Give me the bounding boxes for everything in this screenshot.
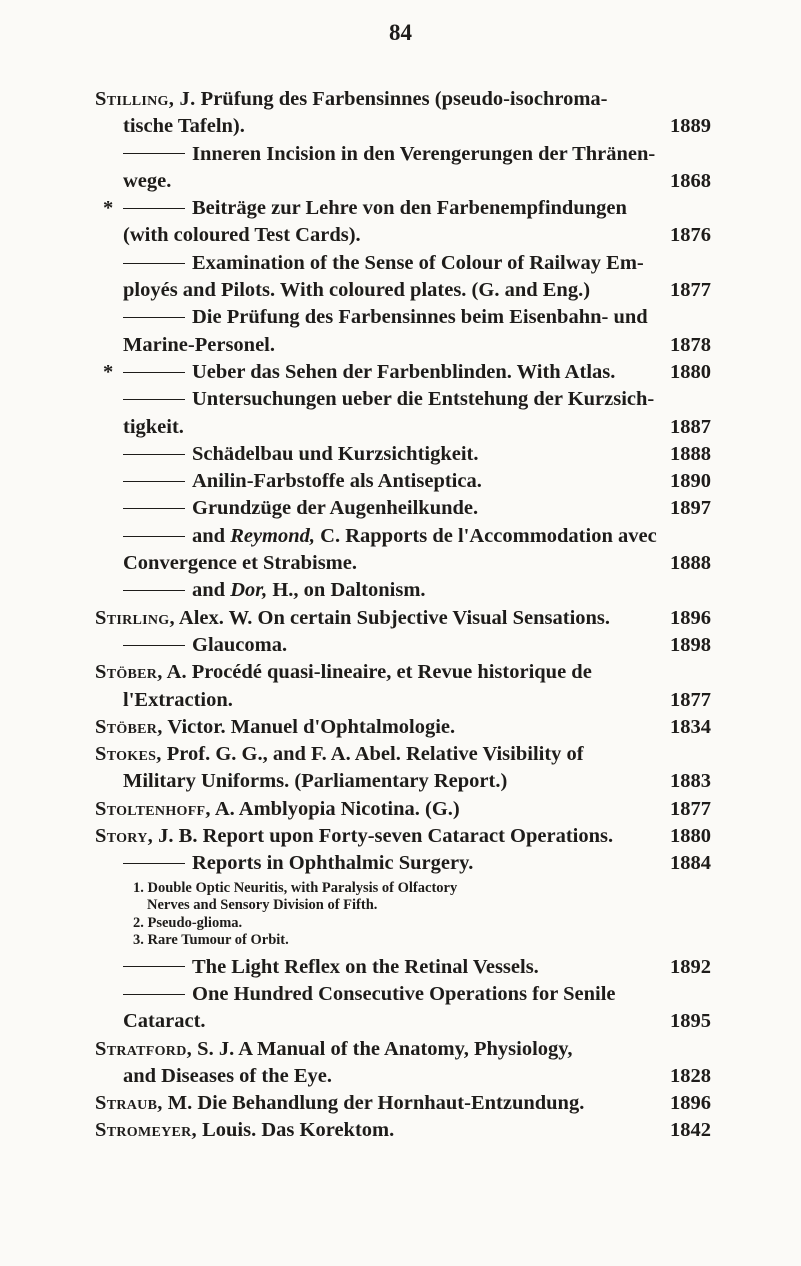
title-prefix: and: [192, 524, 231, 547]
author-initials: Alex. W.: [174, 606, 253, 629]
entry-first-line: [95, 714, 711, 741]
title-text: Beiträge zur Lehre von den Farbenempfindungen: [192, 197, 627, 220]
title-text: Die Behandlung der Hornhaut-Entzundung.: [197, 1092, 585, 1115]
publication-year: 1888: [670, 442, 711, 465]
publication-year: 1878: [670, 333, 711, 356]
coauthor-name: Dor,: [230, 579, 268, 602]
title-text: Schädelbau und Kurzsichtigkeit.: [192, 442, 479, 465]
bibliography-entry: [95, 441, 711, 468]
title-continuation: wege. 1868: [95, 168, 711, 195]
publication-year: 1896: [670, 606, 711, 629]
ditto-dash: [123, 263, 185, 264]
bibliography-entry: [95, 796, 711, 823]
title-continuation: Military Uniforms. (Parliamentary Report.) 1883: [95, 768, 711, 795]
title-text: Inneren Incision in den Verengerungen der Thränen-: [192, 142, 656, 165]
ditto-dash: [123, 508, 185, 509]
author-name: Stöber,: [95, 715, 163, 738]
title-text: Prüfung des Farbensinnes (pseudo-isochroma-: [200, 88, 608, 110]
publication-year: 1868: [670, 169, 711, 192]
publication-year: 1889: [670, 115, 711, 138]
publication-year: 1877: [670, 797, 711, 820]
note-line: 2. Pseudo-glioma.: [133, 914, 243, 931]
bibliography-entry: [95, 659, 711, 714]
note-line: 1. Double Optic Neuritis, with Paralysis of Olfactory: [133, 879, 458, 896]
title-text: H., on Daltonism.: [267, 579, 426, 602]
entry-first-line: [95, 605, 711, 632]
publication-year: 1895: [670, 1010, 711, 1033]
entry-first-line: [95, 359, 711, 386]
entry-first-line: [95, 981, 711, 1008]
title-continuation: Cataract. 1895: [95, 1008, 711, 1035]
author-initials: Louis.: [196, 1119, 257, 1142]
entry-first-line: [95, 659, 711, 686]
bibliography-list: [95, 86, 711, 1145]
publication-year: 1896: [670, 1092, 711, 1115]
entry-first-line: [95, 386, 711, 413]
author-name: Stoltenhoff,: [95, 797, 211, 820]
ditto-dash: [123, 966, 185, 967]
title-text: Untersuchungen ueber die Entstehung der Kurzsich-: [192, 388, 655, 411]
publication-year: 1897: [670, 497, 711, 520]
title-text: Relative Visibility of: [405, 743, 584, 766]
note-line: 3. Rare Tumour of Orbit.: [133, 932, 289, 949]
title-text: Examination of the Sense of Colour of Railway Em-: [192, 251, 644, 274]
bibliography-entry: [95, 632, 711, 659]
author-name: Stokes,: [95, 743, 162, 766]
title-text: C. Rapports de l'Accommodation avec: [315, 524, 657, 547]
publication-year: 1842: [670, 1119, 711, 1142]
title-continuation: ployés and Pilots. With coloured plates. (G. and Eng.) 1877: [95, 277, 711, 304]
title-continuation: Convergence et Strabisme. 1888: [95, 550, 711, 577]
bibliography-entry: [95, 954, 711, 981]
bibliography-entry: [95, 823, 711, 850]
entry-first-line: [95, 495, 711, 522]
author-name: Stöber,: [95, 661, 163, 684]
title-continuation: tigkeit. 1887: [95, 414, 711, 441]
publication-year: 1898: [670, 633, 711, 656]
title-continuation: (with coloured Test Cards). 1876: [95, 222, 711, 249]
bibliography-entry: [95, 495, 711, 522]
publication-year: 1880: [670, 360, 711, 383]
publication-year: 1828: [670, 1064, 711, 1087]
title-text: Glaucoma.: [192, 633, 288, 656]
asterisk-mark: *: [103, 360, 114, 383]
entry-first-line: [95, 577, 711, 604]
ditto-dash: [123, 399, 185, 400]
ditto-dash: [123, 317, 185, 318]
author-initials: Prof. G. G., and F. A. Abel.: [161, 743, 401, 766]
bibliography-entry: [95, 86, 711, 141]
entry-first-line: [95, 823, 711, 850]
author-name: Story,: [95, 825, 154, 848]
ditto-dash: [123, 454, 185, 455]
note-line: Nerves and Sensory Division of Fifth.: [147, 897, 378, 914]
bibliography-entry: [95, 850, 711, 877]
ditto-dash: [123, 590, 185, 591]
title-text: Das Korektom.: [261, 1119, 395, 1142]
title-text: Procédé quasi-lineaire, et Revue historique de: [191, 661, 592, 684]
title-text: On certain Subjective Visual Sensations.: [257, 606, 611, 629]
entry-first-line: [95, 796, 711, 823]
title-text: Ueber das Sehen der Farbenblinden. With Atlas.: [192, 360, 616, 383]
ditto-dash: [123, 372, 185, 373]
ditto-dash: [123, 481, 185, 482]
author-initials: S. J.: [192, 1037, 235, 1060]
title-continuation: l'Extraction. 1877: [95, 687, 711, 714]
bibliography-entry: [95, 304, 711, 359]
coauthor-name: Reymond,: [230, 524, 316, 547]
entry-first-line: [95, 468, 711, 495]
publication-year: 1876: [670, 224, 711, 247]
bibliography-entry: [95, 250, 711, 305]
title-text: One Hundred Consecutive Operations for Senile: [192, 982, 616, 1005]
title-text: Amblyopia Nicotina. (G.): [238, 797, 460, 820]
entry-first-line: [95, 441, 711, 468]
ditto-dash: [123, 208, 185, 209]
author-name: Stratford,: [95, 1037, 193, 1060]
title-text: The Light Reflex on the Retinal Vessels.: [192, 955, 539, 978]
author-initials: J. B.: [153, 825, 198, 848]
author-name: Stirling,: [95, 606, 175, 629]
entry-first-line: [95, 850, 711, 877]
entry-first-line: [95, 250, 711, 277]
bibliography-entry: [95, 605, 711, 632]
author-initials: A.: [210, 797, 235, 820]
ditto-dash: [123, 994, 185, 995]
title-text: Report upon Forty-seven Cataract Operations.: [202, 825, 614, 848]
ditto-dash: [123, 536, 185, 537]
publication-year: 1890: [670, 470, 711, 493]
bibliography-entry: [95, 714, 711, 741]
entry-first-line: [95, 304, 711, 331]
bibliography-entry: [95, 1117, 711, 1144]
bibliography-entry: [95, 981, 711, 1036]
author-name: Stromeyer,: [95, 1119, 197, 1142]
entry-first-line: [95, 141, 711, 168]
title-text: A Manual of the Anatomy, Physiology,: [238, 1037, 573, 1060]
publication-year: 1834: [670, 715, 711, 738]
bibliography-entry: [95, 141, 711, 196]
author-initials: A.: [162, 661, 187, 684]
author-name: Stilling, J.: [95, 88, 196, 110]
ditto-dash: [123, 863, 185, 864]
publication-year: 1883: [670, 770, 711, 793]
title-text: Die Prüfung des Farbensinnes beim Eisenbahn- und: [192, 306, 648, 329]
entry-first-line: [95, 195, 711, 222]
asterisk-mark: *: [103, 197, 114, 220]
entry-first-line: [95, 1036, 711, 1063]
title-continuation: Marine-Personel. 1878: [95, 332, 711, 359]
page-number: 84: [389, 20, 412, 45]
title-text: Grundzüge der Augenheilkunde.: [192, 497, 479, 520]
bibliography-entry: [95, 359, 711, 386]
bibliography-entry: [95, 1036, 711, 1091]
publication-year: 1887: [670, 415, 711, 438]
bibliography-entry: [95, 577, 711, 604]
bibliography-entry: [95, 523, 711, 578]
author-initials: Victor.: [162, 715, 226, 738]
entry-first-line: [95, 741, 711, 768]
title-continuation: tische Tafeln). 1889: [95, 113, 711, 140]
entry-first-line: [95, 632, 711, 659]
entry-first-line: [95, 954, 711, 981]
bibliography-entry: [95, 468, 711, 495]
publication-year: 1877: [670, 688, 711, 711]
publication-year: 1888: [670, 552, 711, 575]
entry-first-line: [95, 523, 711, 550]
entry-first-line: [95, 1117, 711, 1144]
title-text: Anilin-Farbstoffe als Antiseptica.: [192, 470, 482, 493]
author-name: Straub,: [95, 1092, 163, 1115]
title-text: Reports in Ophthalmic Surgery.: [192, 852, 474, 875]
publication-year: 1880: [670, 825, 711, 848]
entry-first-line: [95, 1090, 711, 1117]
title-text: Manuel d'Ophtalmologie.: [230, 715, 456, 738]
bibliography-entry: [95, 1090, 711, 1117]
title-prefix: and: [192, 579, 231, 602]
publication-year: 1884: [670, 852, 711, 875]
author-initials: M.: [162, 1092, 193, 1115]
bibliography-entry: [95, 741, 711, 796]
bibliography-entry: [95, 386, 711, 441]
ditto-dash: [123, 153, 185, 154]
title-continuation: and Diseases of the Eye. 1828: [95, 1063, 711, 1090]
contents-notes: [95, 880, 711, 950]
entry-first-line: [95, 86, 711, 113]
publication-year: 1877: [670, 279, 711, 302]
publication-year: 1892: [670, 955, 711, 978]
ditto-dash: [123, 645, 185, 646]
bibliography-entry: [95, 195, 711, 250]
